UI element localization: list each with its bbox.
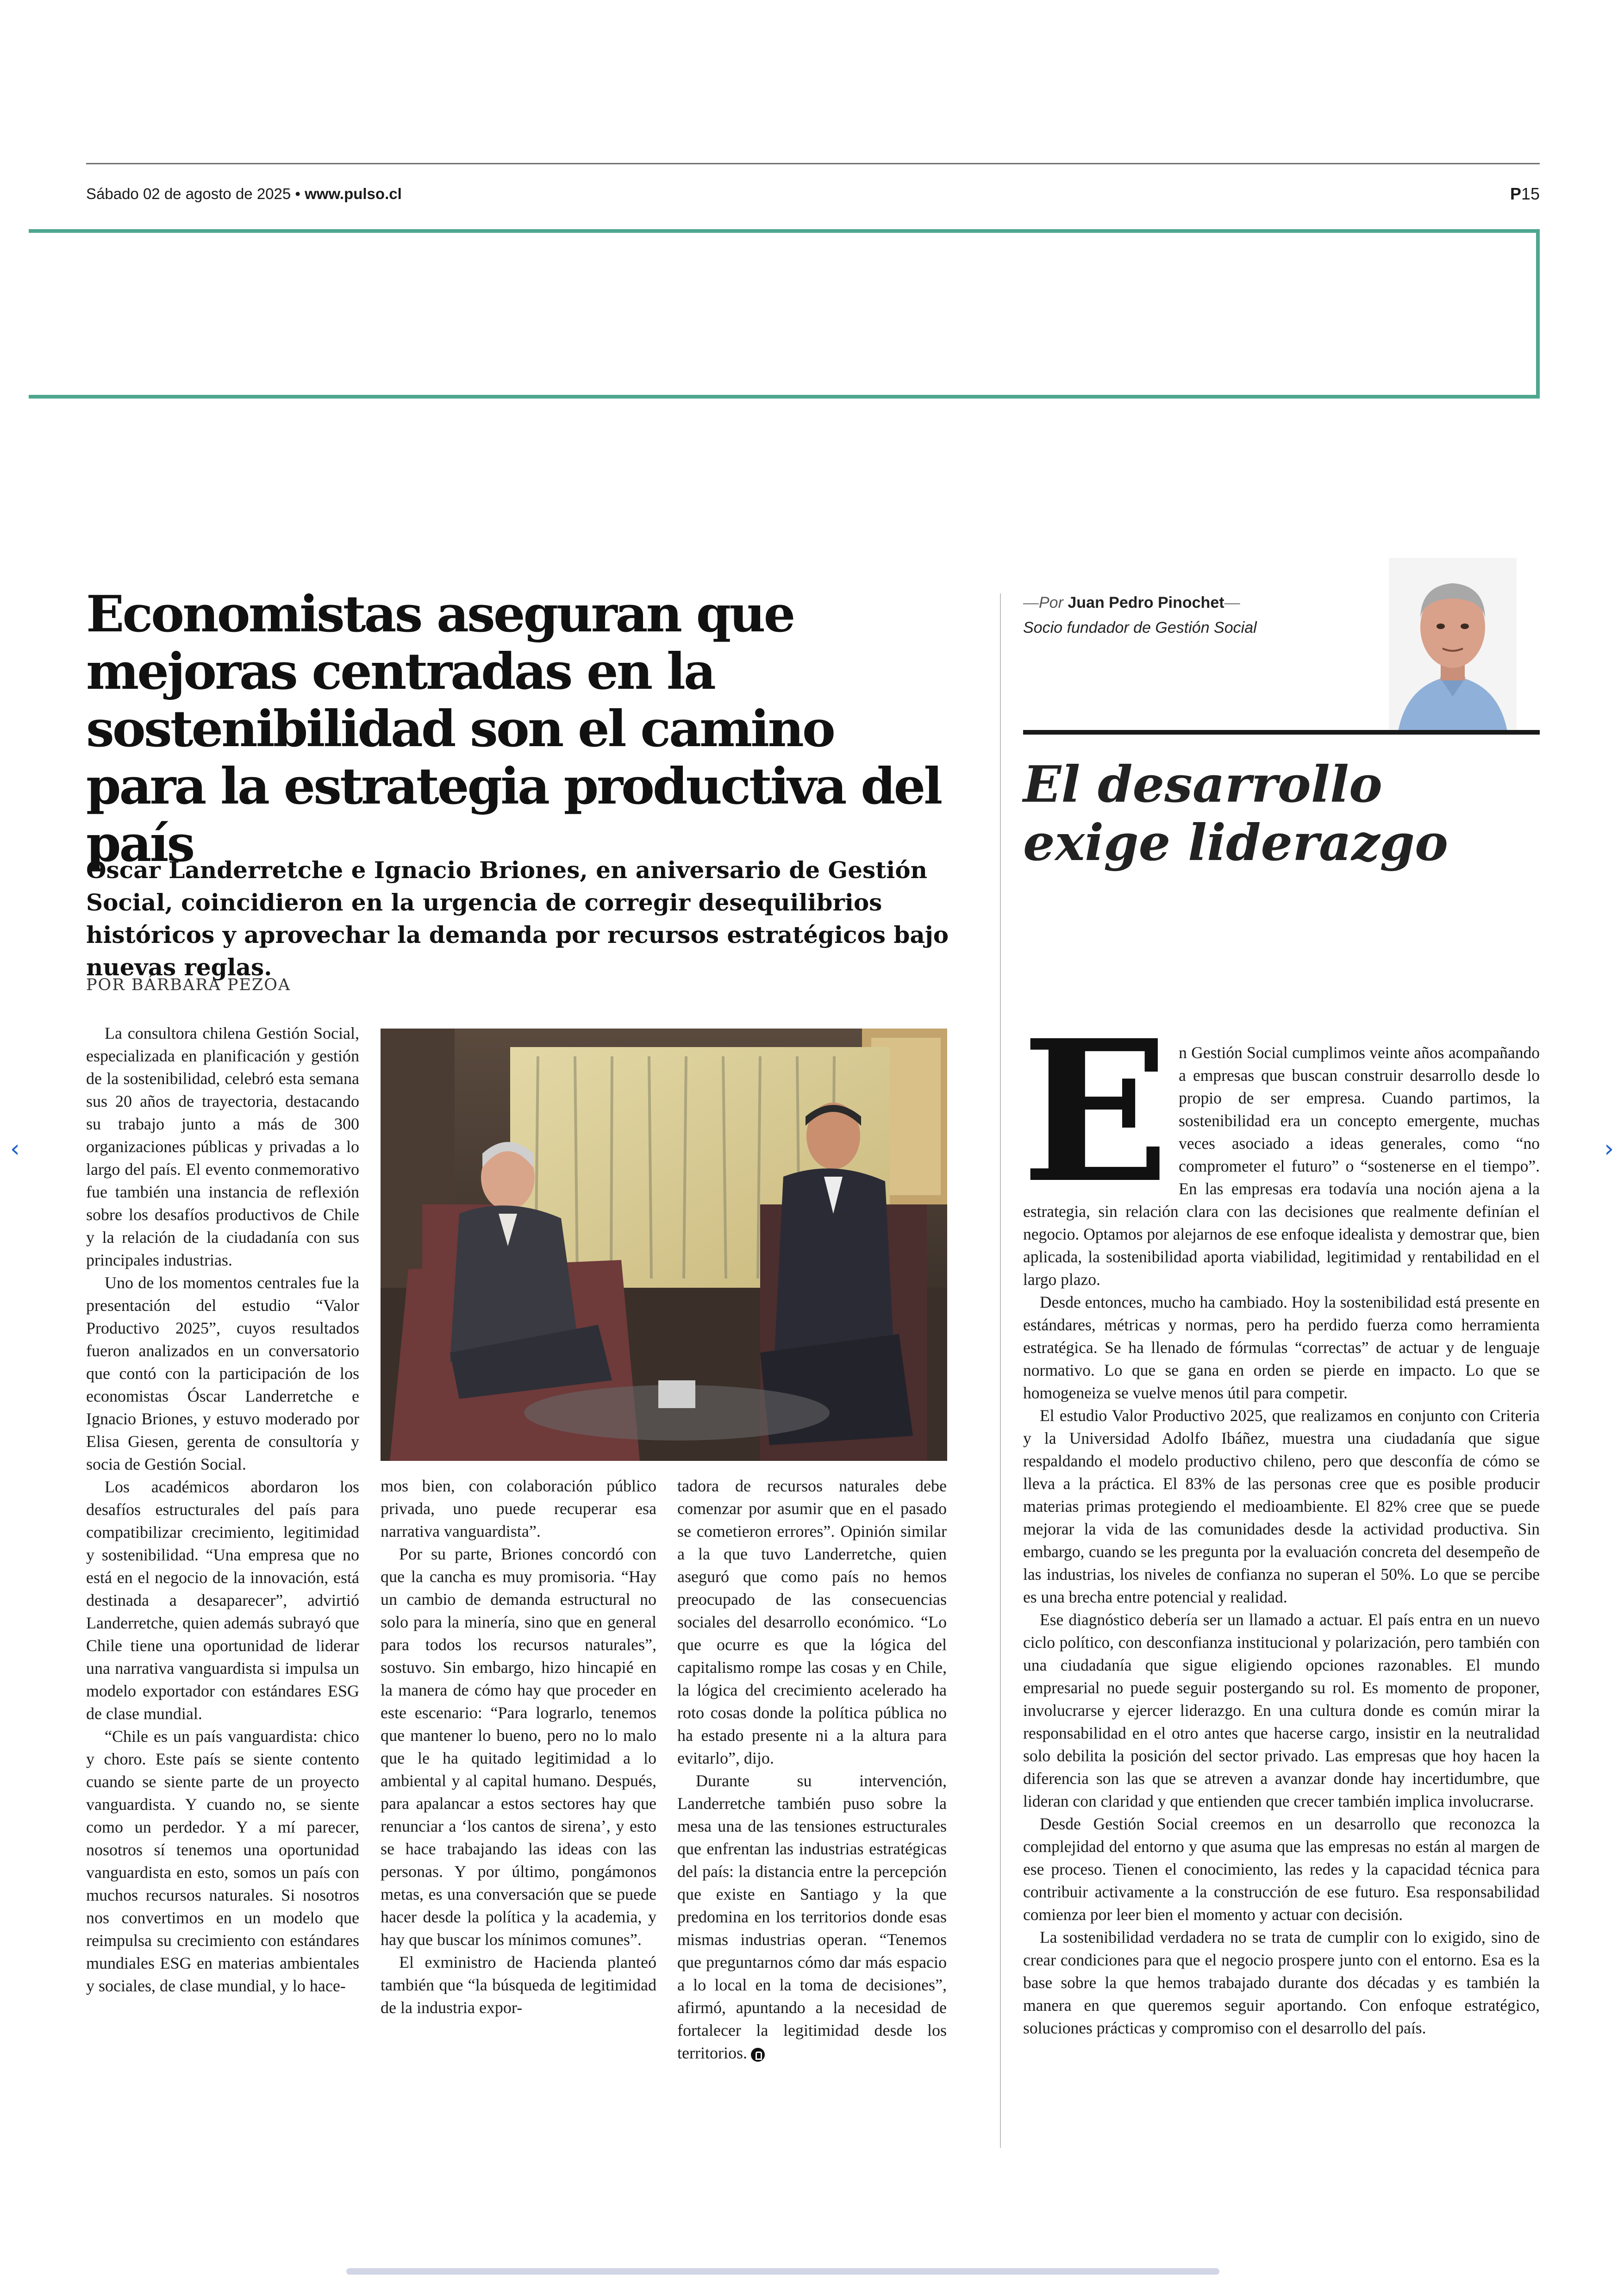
article-headline: Economistas aseguran que mejoras centradas en la sostenibilidad son el camino para la estrategia productiva del país (86, 585, 941, 873)
opinion-author-line (1023, 594, 1240, 612)
dateline-separator: • (291, 185, 305, 202)
article-column-3 (677, 1475, 947, 2064)
page-number (1510, 184, 1540, 204)
opinion-paragraph: Ese diagnóstico debería ser un llamado a actuar. El país entra en un nuevo ciclo político, con desconfianza institucional y polarización, pero también con una ciudadanía que sigue eligiendo opciones razonables. El mundo empresarial no puede seguir postergando su rol. Es momento de proponer, involucrarse y ejercer liderazgo. En una cultura donde es común mirar la responsabilidad en el otro antes que hacerse cargo, insistir en la neutralidad solo debilita la posición del sector privado. Las empresas que hoy hacen la diferencia son las que se atreven a avanzar donde hay incertidumbre, que lideran con claridad y que entienden que crecer también implica involucrarse. (1023, 1610, 1540, 1810)
opinion-paragraph (1021, 998, 1540, 1291)
end-of-article-icon (751, 2048, 765, 2062)
article-column-1 (86, 1022, 359, 1997)
opinion-author-role: Socio fundador de Gestión Social (1023, 619, 1257, 636)
opinion-rule (1023, 730, 1540, 735)
article-column-2 (381, 1475, 656, 2019)
author-portrait (1389, 558, 1517, 731)
site-url: www.pulso.cl (305, 185, 402, 202)
author-photo (1389, 558, 1517, 731)
article-paragraph: Uno de los momentos centrales fue la presentación del estudio “Valor Productivo 2025”, cuyos resultados fueron analizados en un conversatorio que contó con la participación de los economistas Óscar Landerretche e Ignacio Briones, y estuvo moderado por Elisa Giesen, gerenta de consultoría y socia de Gestión Social. (86, 1273, 359, 1473)
article-byline: POR BÁRBARA PEZOA (86, 976, 291, 994)
article-paragraph: El exministro de Hacienda planteó también que “la búsqueda de legitimidad de la industria expor- (381, 1953, 656, 2017)
article-paragraph: “Chile es un país vanguardista: chico y choro. Este país se siente contento cuando se siente parte de un proyecto vanguardista. Y cuando no, se siente como un perdedor. Y a mí parecer, nosotros sí tenemos una oportunidad vanguardista en esto, somos un país con muchos recursos naturales. Si nosotros nos convertimos en un modelo que reimpulsa su crecimiento con estándares mundiales ESG en materias ambientales y sociales, de clase mundial, y lo hace- (86, 1727, 359, 1995)
ad-frame (29, 229, 1540, 399)
article-paragraph-text: Durante su intervención, Landerretche también puso sobre la mesa una de las tensiones estructurales que enfrentan las industrias estratégicas del país: la distancia entre la percepción que existe en Santiago y la que predomina en los territorios donde esas mismas industrias operan. “Tenemos que preguntarnos cómo dar más espacio a lo local en la toma de decisiones”, afirmó, apuntando a la necesidad de fortalecer la legitimidad desde los territorios. (677, 1771, 947, 2062)
column-divider (1000, 593, 1001, 2148)
author-dash-right-icon: — (1224, 594, 1240, 611)
article-paragraph: Los académicos abordaron los desafíos estructurales del país para compatibilizar crecimiento, legitimidad y sostenibilidad. “Una empresa que no está en el negocio de la innovación, está destinada a desaparecer”, advirtió Landerretche, quien además subrayó que Chile tiene una oportunidad de liderar una narrativa vanguardista si impulsa un modelo exportador con estándares ESG de clase mundial. (86, 1478, 359, 1723)
opinion-column (1021, 998, 1540, 2039)
opinion-paragraph: El estudio Valor Productivo 2025, que realizamos en conjunto con Criteria y la Universidad Adolfo Ibáñez, muestra una ciudadanía que sigue respaldando el modelo productivo chileno, pero que desconfía de cómo se lleva a la práctica. El 83% de las personas cree que es posible producir materias primas protegiendo el medioambiente. El 82% cree que se puede mejorar la vida de las comunidades desde la actividad productiva. Sin embargo, cuando se les pregunta por la evaluación concreta del desempeño de las industrias, los niveles de confianza no superan el 50%. Lo que se percibe es una brecha entre potencial y realidad. (1023, 1406, 1540, 1606)
article-deck: Oscar Landerretche e Ignacio Briones, en aniversario de Gestión Social, coincidieron en la urgencia de corregir desequilibrios históricos y aprovechar la demanda por recursos estratégicos bajo nuevas reglas. (86, 856, 949, 981)
article-paragraph: Por su parte, Briones concordó con que la cancha es muy promisoria. “Hay un cambio de demanda estructural no solo para la minería, sino que en general para todos los recursos naturales”, sostuvo. Sin embargo, hizo hincapié en la manera de cómo hay que proceder en este escenario: “Para lograrlo, tenemos que mantener lo bueno, pero no lo malo que le ha quitado legitimidad a lo ambiental y al capital humano. Después, para apalancar a estos sectores hay que renunciar a ‘los cantos de sirena’, y esto se hace trabajando las ideas con las personas. Y por último, pongámonos metas, es una conversación que se puede hacer desde la política y la academia, y hay que buscar los mínimos comunes”. (381, 1545, 656, 1949)
opinion-paragraph: La sostenibilidad verdadera no se trata de cumplir con lo exigido, sino de crear condiciones para que el negocio prospere junto con el entorno. Esa es la base sobre la que hemos trabajado durante dos décadas y es también la manera en que queremos seguir aportando. Con enfoque estratégico, soluciones prácticas y compromiso con el desarrollo del país. (1023, 1928, 1540, 2037)
horizontal-scrollbar[interactable] (346, 2268, 1219, 2275)
issue-date: Sábado 02 de agosto de 2025 (86, 185, 291, 202)
next-page-chevron-icon[interactable]: › (1604, 1135, 1614, 1163)
previous-page-chevron-icon[interactable]: ‹ (10, 1135, 20, 1163)
panel-discussion-photo (381, 1029, 947, 1461)
opinion-author-name: Juan Pedro Pinochet (1068, 594, 1224, 611)
article-paragraph (677, 1770, 947, 2064)
opinion-paragraph-text: n Gestión Social cumplimos veinte años acompañando a empresas que buscan construir desarrollo desde lo propio de ser empresa. Cuando partimos, la sostenibilidad era un concepto emergente, muchas veces asociado a ideas generales, como “no comprometer el futuro” o “sostenerse en el tiempo”. En las empresas era todavía una noción ajena a la estrategia, sin relación clara con las decisiones que realmente definían el negocio. Optamos por alejarnos de ese enfoque idealista y demostrar que, bien aplicada, la sostenibilidad aporta viabilidad, legitimidad y rentabilidad en el largo plazo. (1023, 1043, 1540, 1289)
article-photo (381, 1029, 947, 1461)
author-dash-left-icon: — (1023, 594, 1039, 611)
article-paragraph: tadora de recursos naturales debe comenzar por asumir que en el pasado se cometieron errores”. Opinión similar a la que tuvo Landerretche, quien aseguró que como país no hemos preocupado de las consecuencias sociales del desarrollo económico. “Lo que ocurre es que la lógica del capitalismo rompe las cosas y en Chile, la lógica del crecimiento acelerado ha roto cosas donde la política pública no ha estado presente ni a la altura para evitarlo”, dijo. (677, 1477, 947, 1767)
page-number-value: 15 (1521, 184, 1540, 203)
article-paragraph: La consultora chilena Gestión Social, especializada en planificación y gestión de la sostenibilidad, celebró esta semana sus 20 años de trayectoria, destacando su trabajo junto a más de 300 organizaciones públicas y privadas a lo largo del país. El evento conmemorativo fue también una instancia de reflexión sobre los desafíos productivos de Chile y la relación de la ciudadanía con sus principales industrias. (86, 1024, 359, 1269)
opinion-paragraph: Desde Gestión Social creemos en un desarrollo que reconozca la complejidad del entorno y que asuma que las empresas no están al margen de ese proceso. Tienen el conocimiento, las redes y la capacidad técnica para contribuir activamente a la construcción de ese futuro. Esa responsabilidad comienza por leer bien el momento y actuar con decisión. (1023, 1815, 1540, 1924)
drop-cap: E (1021, 998, 1170, 1226)
header-rule (86, 163, 1540, 164)
opinion-title: El desarrollo exige liderazgo (1023, 755, 1448, 872)
page-prefix: P (1510, 184, 1521, 203)
author-by-prefix: Por (1039, 594, 1063, 611)
opinion-paragraph: Desde entonces, mucho ha cambiado. Hoy la sostenibilidad está presente en estándares, métricas y normas, pero ha perdido fuerza como herramienta estratégica. Se ha llenado de fórmulas “correctas” de actuar y de lenguaje normativo. Lo que se gana en orden se pierde en impacto. Lo que se homogeneiza se vuelve menos útil para competir. (1023, 1293, 1540, 1402)
issue-dateline (86, 185, 402, 203)
article-paragraph: mos bien, con colaboración público privada, uno puede recuperar esa narrativa vanguardista”. (381, 1477, 656, 1540)
